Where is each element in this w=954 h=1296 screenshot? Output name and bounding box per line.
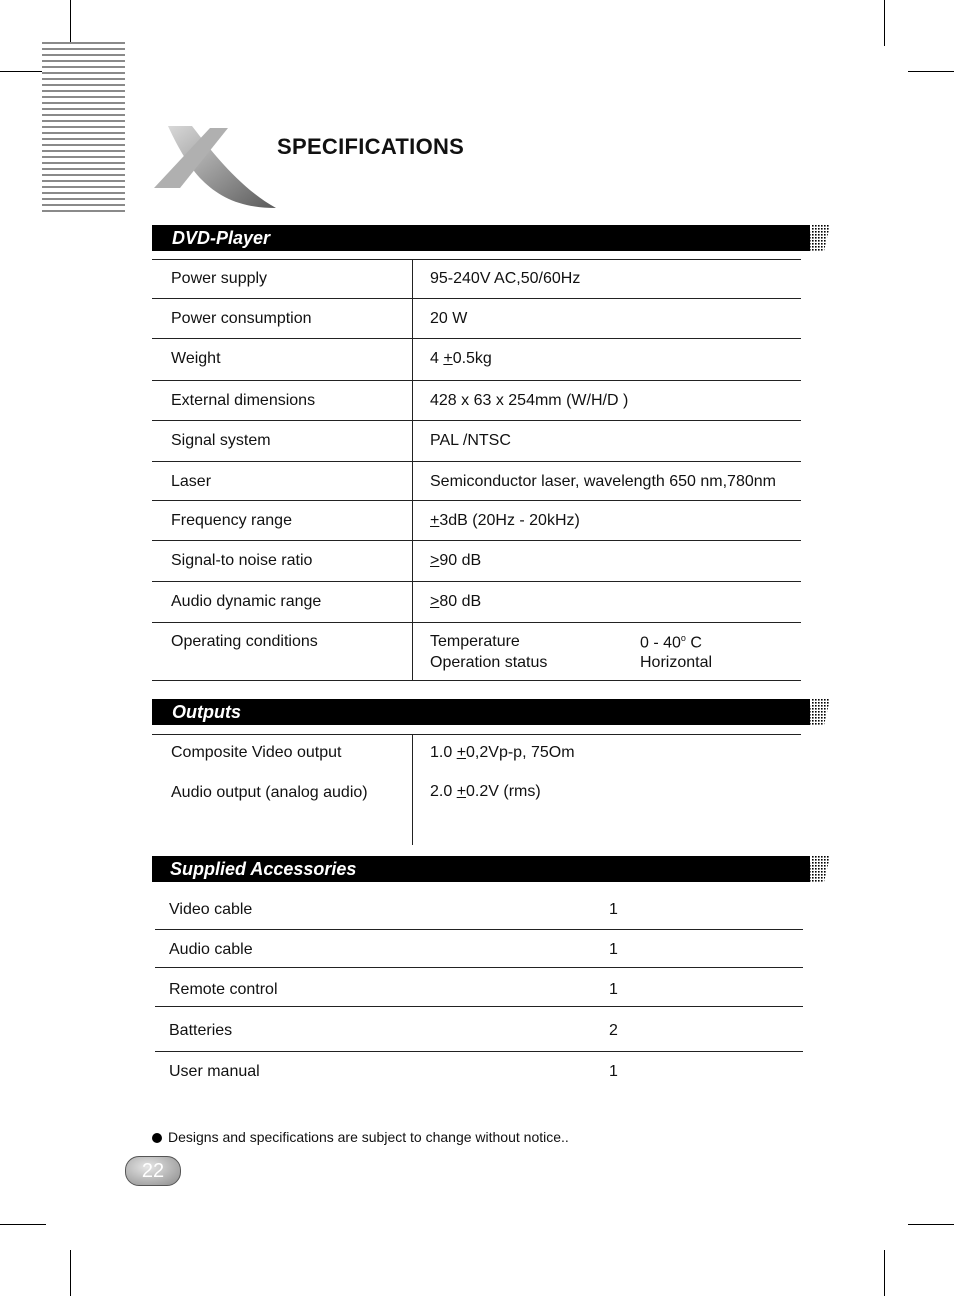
crop-mark <box>884 1250 885 1296</box>
spec-value: Semiconductor laser, wavelength 650 nm,780nm <box>430 473 776 490</box>
crop-mark <box>908 71 954 72</box>
accessory-row <box>155 968 803 1007</box>
accessory-qty: 2 <box>609 1022 618 1039</box>
spec-row <box>152 462 801 501</box>
spec-row <box>152 381 801 421</box>
crop-mark <box>70 0 71 46</box>
dots-decoration-icon <box>806 699 830 725</box>
spec-value: 20 W <box>430 310 468 327</box>
spec-row-operating-conditions <box>152 623 801 681</box>
spec-row <box>152 421 801 462</box>
temperature-value: 0 - 40$^o$ C <box>640 633 702 652</box>
output-label: Composite Video output <box>171 744 342 761</box>
operation-status-value: Horizontal <box>640 654 713 671</box>
accessory-row <box>155 1007 803 1052</box>
spec-label: Power consumption <box>171 310 312 327</box>
spec-label: Power supply <box>171 270 268 287</box>
crop-mark <box>0 71 46 72</box>
dots-decoration-icon <box>806 856 830 882</box>
footnote <box>152 1129 569 1145</box>
crop-mark <box>0 1224 46 1225</box>
page-number-badge: 22 <box>125 1156 181 1186</box>
spec-label: Weight <box>171 350 221 367</box>
output-label: Audio output (analog audio) <box>171 784 368 801</box>
output-value: 1.0 +0,2Vp-p, 75Om <box>430 744 575 761</box>
accessory-row <box>155 1052 803 1090</box>
accessory-qty: 1 <box>609 981 618 998</box>
spec-label: External dimensions <box>171 392 316 409</box>
spec-value: 4 +0.5kg <box>430 350 492 367</box>
section-header-accessories: Supplied Accessories <box>152 856 810 882</box>
accessory-qty: 1 <box>609 901 618 918</box>
spec-row <box>152 299 801 339</box>
spec-row <box>152 260 801 299</box>
crop-mark <box>884 0 885 46</box>
accessory-item: Batteries <box>169 1022 233 1039</box>
accessory-item: Remote control <box>169 981 278 998</box>
spec-value: 428 x 63 x 254mm (W/H/D ) <box>430 392 629 409</box>
temperature-label: Temperature <box>430 633 520 650</box>
bullet-icon <box>152 1133 162 1143</box>
accessory-item: User manual <box>169 1063 260 1080</box>
spec-label: Signal-to noise ratio <box>171 552 313 569</box>
output-row <box>152 775 801 815</box>
spec-row <box>152 582 801 623</box>
spec-label: Signal system <box>171 432 271 449</box>
crop-mark <box>908 1224 954 1225</box>
spec-row <box>152 339 801 381</box>
output-value: 2.0 +0.2V (rms) <box>430 783 541 800</box>
accessory-qty: 1 <box>609 941 618 958</box>
accessory-qty: 1 <box>609 1063 618 1080</box>
accessory-row <box>155 890 803 930</box>
x-logo-icon <box>150 122 280 212</box>
section-header-outputs: Outputs <box>152 699 810 725</box>
spec-label: Operating conditions <box>171 633 318 650</box>
footnote-text: Designs and specifications are subject to change without notice.. <box>168 1129 569 1145</box>
page-title: SPECIFICATIONS <box>277 134 465 159</box>
spec-value: PAL /NTSC <box>430 432 511 449</box>
accessory-row <box>155 930 803 968</box>
spec-label: Audio dynamic range <box>171 593 322 610</box>
output-row <box>152 735 801 775</box>
crop-mark <box>70 1250 71 1296</box>
spec-row <box>152 501 801 541</box>
spec-value: >80 dB <box>430 593 482 610</box>
accessory-item: Audio cable <box>169 941 253 958</box>
section-header-dvd-player: DVD-Player <box>152 225 810 251</box>
side-stripes-decoration <box>42 42 125 212</box>
spec-value: +3dB (20Hz - 20kHz) <box>430 512 580 529</box>
spec-value: 95-240V AC,50/60Hz <box>430 270 581 287</box>
spec-value: >90 dB <box>430 552 482 569</box>
spec-label: Frequency range <box>171 512 292 529</box>
operation-status-label: Operation status <box>430 654 548 671</box>
accessory-item: Video cable <box>169 901 253 918</box>
spec-label: Laser <box>171 473 212 490</box>
dots-decoration-icon <box>806 225 830 251</box>
spec-row <box>152 541 801 582</box>
